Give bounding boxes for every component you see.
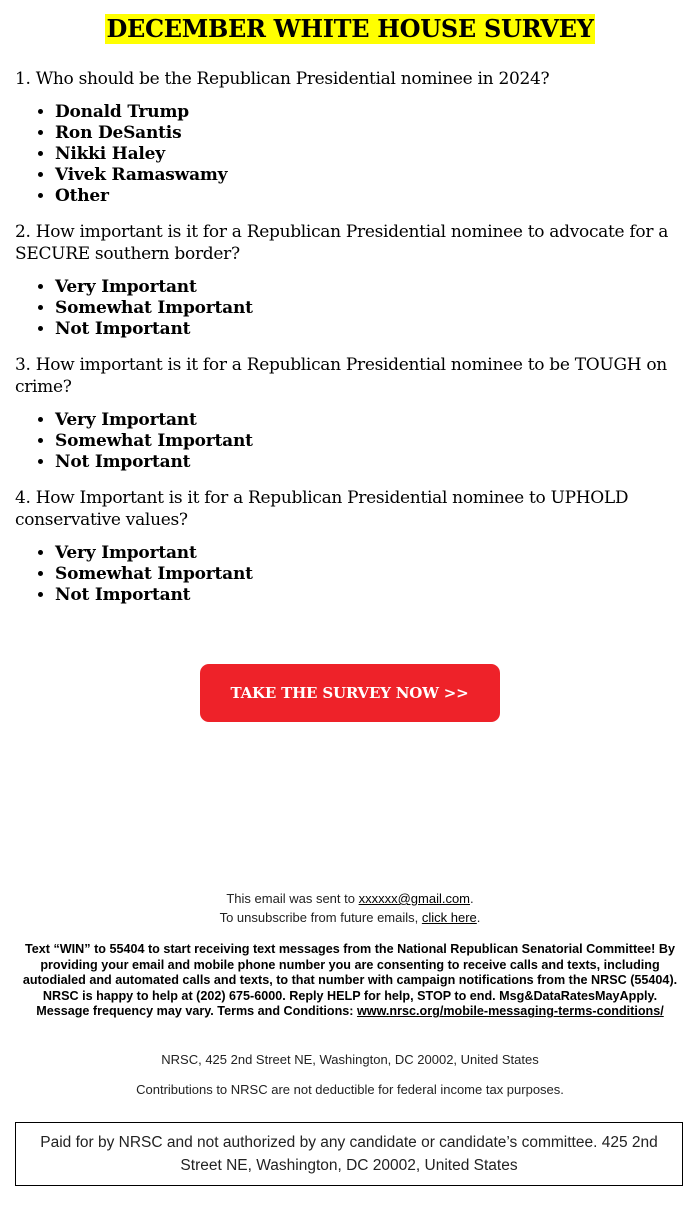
answer-option: • Very Important <box>55 543 675 564</box>
question-text: 4. How Important is it for a Republican Presidential nominee to UPHOLD conservative values? <box>15 488 629 530</box>
question-block-2 <box>15 221 675 340</box>
answer-option: • Not Important <box>55 319 675 340</box>
answer-option: • Nikki Haley <box>55 144 675 165</box>
sent-line <box>18 889 682 908</box>
survey-questions <box>15 68 675 620</box>
answer-option: • Somewhat Important <box>55 564 675 585</box>
question-block-1 <box>15 68 675 207</box>
contributions-notice: Contributions to NRSC are not deductible for federal income tax purposes. <box>136 1082 564 1097</box>
answer-option: • Very Important <box>55 277 675 298</box>
unsubscribe-prefix: To unsubscribe from future emails, <box>219 910 422 925</box>
answer-option: • Ron DeSantis <box>55 123 675 144</box>
sms-text: Text “WIN” to 55404 to start receiving text messages from the National Republican Senatorial Committee! By providing your email and mobile phone number you are consenting to receive calls and texts, including autodialed and automated calls and texts, to that number with campaign notifications from the NRSC (55404). NRSC is happy to help at (202) 675-6000. Reply HELP for help, STOP to end. Msg&DataRatesMayApply. Message frequency may vary. Terms and Conditions: <box>22 942 678 1019</box>
mailing-address: NRSC, 425 2nd Street NE, Washington, DC 20002, United States <box>161 1052 539 1067</box>
answer-option: • Very Important <box>55 410 675 431</box>
answer-option: • Other <box>55 186 675 207</box>
terms-link[interactable]: www.nrsc.org/mobile-messaging-terms-conditions/ <box>357 1004 664 1019</box>
email-sent-notice <box>18 889 682 927</box>
recipient-email-link[interactable]: xxxxxx@gmail.com <box>358 891 471 906</box>
question-text: 3. How important is it for a Republican Presidential nominee to be TOUGH on crime? <box>15 355 667 397</box>
answer-options <box>15 543 675 606</box>
sms-disclaimer <box>18 942 682 1020</box>
paid-for-disclaimer: Paid for by NRSC and not authorized by any candidate or candidate’s committee. 425 2nd Street NE, Washington, DC 20002, United States <box>15 1122 683 1186</box>
answer-option: • Somewhat Important <box>55 431 675 452</box>
title-container <box>0 14 700 44</box>
question-text: 1. Who should be the Republican Presidential nominee in 2024? <box>15 69 550 89</box>
answer-options <box>15 410 675 473</box>
unsubscribe-line <box>18 908 682 927</box>
sent-prefix: This email was sent to <box>226 891 359 906</box>
answer-option: • Vivek Ramaswamy <box>55 165 675 186</box>
take-survey-button[interactable]: TAKE THE SURVEY NOW >> <box>200 664 500 722</box>
cta-container <box>0 664 700 722</box>
answer-option: • Not Important <box>55 452 675 473</box>
question-block-4 <box>15 487 675 606</box>
page-title: DECEMBER WHITE HOUSE SURVEY <box>106 14 594 43</box>
answer-options <box>15 102 675 207</box>
unsubscribe-suffix: . <box>476 910 481 925</box>
answer-option: • Donald Trump <box>55 102 675 123</box>
answer-options <box>15 277 675 340</box>
unsubscribe-link[interactable]: click here <box>421 910 477 925</box>
question-block-3 <box>15 354 675 473</box>
answer-option: • Not Important <box>55 585 675 606</box>
question-text: 2. How important is it for a Republican Presidential nominee to advocate for a SECURE southern border? <box>15 222 669 264</box>
sent-suffix: . <box>470 891 474 906</box>
answer-option: • Somewhat Important <box>55 298 675 319</box>
